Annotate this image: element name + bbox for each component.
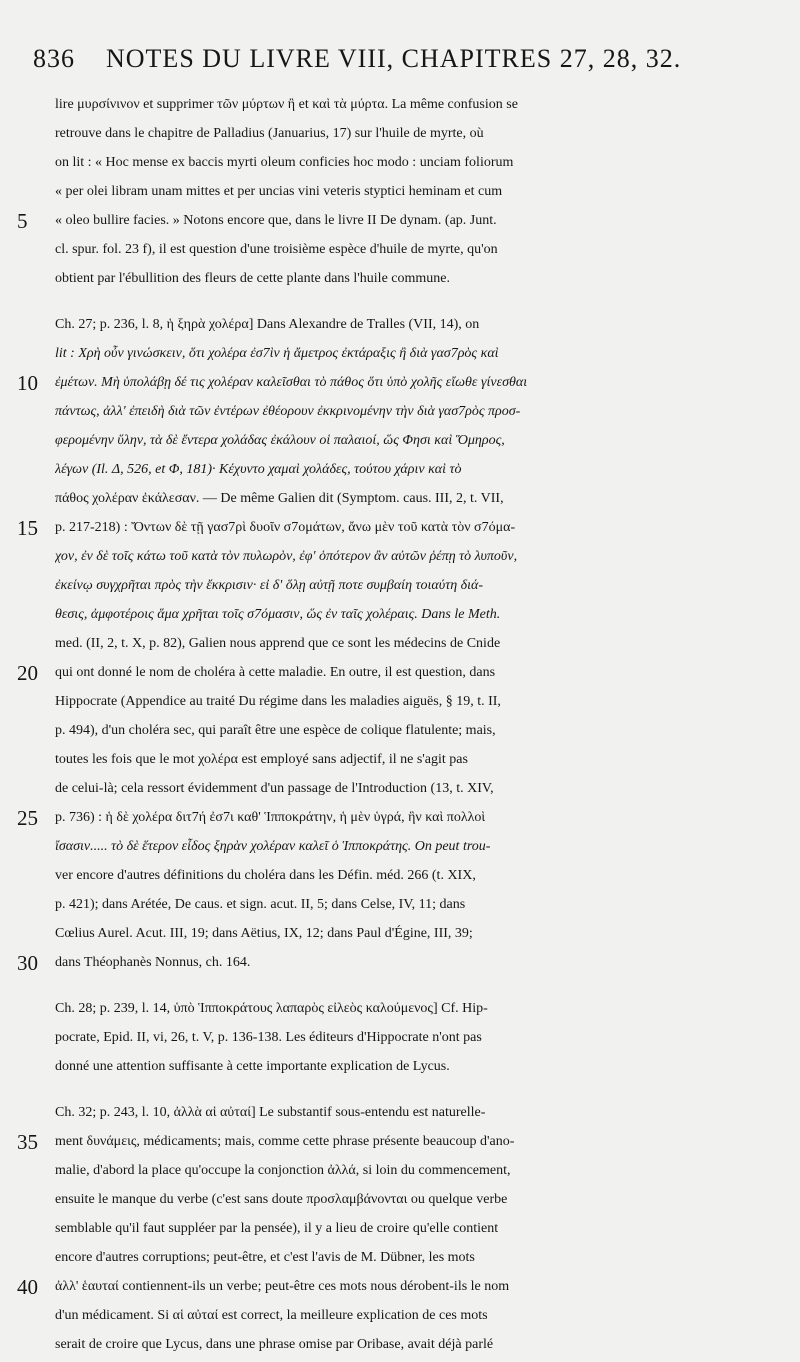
line-number: 5	[17, 209, 28, 233]
text-line: φερομένην ὕλην, τὰ δὲ ἔντερα χολάδας ἐκάλουν οἱ παλαιοί, ὥς Φησι καὶ Ὅμηρος,	[55, 433, 505, 448]
running-title: NOTES DU LIVRE VIII, CHAPITRES 27, 28, 32.	[106, 44, 682, 73]
text-line: dans Théophanès Nonnus, ch. 164.	[55, 955, 251, 970]
text-line: toutes les fois que le mot χολέρα est employé sans adjectif, il ne s'agit pas	[55, 752, 468, 767]
text-line: « oleo bullire facies. » Notons encore que, dans le livre II De dynam. (ap. Junt.	[55, 213, 497, 228]
text-line: pocrate, Epid. II, vi, 26, t. V, p. 136-138. Les éditeurs d'Hippocrate n'ont pas	[55, 1030, 482, 1045]
text-line: encore d'autres corruptions; peut-être, et c'est l'avis de M. Dübner, les mots	[55, 1250, 475, 1265]
text-line: Cœlius Aurel. Acut. III, 19; dans Aëtius, IX, 12; dans Paul d'Égine, III, 39;	[55, 926, 473, 941]
text-line: obtient par l'ébullition des fleurs de cette plante dans l'huile commune.	[55, 271, 450, 286]
line-number: 35	[17, 1130, 38, 1154]
text-line: θεσις, ἀμφοτέροις ἅμα χρῆται τοῖς σ7όμασιν, ὥς ἐν ταῖς χολέραις. Dans le Meth.	[55, 607, 501, 622]
text-line: λέγων (Il. Δ, 526, et Φ, 181)· Κέχυντο χαμαὶ χολάδες, τούτου χάριν καὶ τὸ	[55, 462, 462, 477]
page-number: 836	[33, 44, 75, 73]
text-line: Hippocrate (Appendice au traité Du régime dans les maladies aiguës, § 19, t. II,	[55, 694, 501, 709]
text-line: ἀλλ' ἑαυταί contiennent-ils un verbe; peut-être ces mots nous dérobent-ils le nom	[55, 1279, 510, 1294]
text-line: qui ont donné le nom de choléra à cette maladie. En outre, il est question, dans	[55, 665, 496, 680]
running-header	[33, 44, 773, 84]
text-line: on lit : « Hoc mense ex baccis myrti oleum conficies hoc modo : unciam foliorum	[55, 155, 514, 170]
text-line: cl. spur. fol. 23 f), il est question d'une troisième espèce d'huile de myrte, qu'on	[55, 242, 498, 257]
text-line: πάντως, ἀλλ' ἐπειδὴ διὰ τῶν ἐντέρων ἐθέορουν ἐκκρινομένην τὴν διὰ γασ7ρὸς προσ-	[55, 404, 521, 419]
text-line: lire μυρσίνινον et supprimer τῶν μύρτων ἢ et καὶ τὰ μύρτα. La même confusion se	[55, 97, 518, 112]
text-line: semblable qu'il faut suppléer par la pensée), il y a lieu de croire qu'elle contient	[55, 1221, 499, 1236]
text-line: p. 217-218) : Ὄντων δὲ τῇ γασ7ρὶ δυοῖν σ7ομάτων, ἄνω μὲν τοῦ κατὰ τὸν σ7όμα-	[55, 520, 516, 535]
line-number: 25	[17, 806, 38, 830]
text-line: ἐκείνῳ συγχρῆται πρὸς τὴν ἔκκρισιν· εἰ δ' ὅλῃ αὐτῇ ποτε συμβαίη τοιαύτη διά-	[55, 578, 484, 593]
text-line: ἴσασιν..... τὸ δὲ ἕτερον εἶδος ξηρὰν χολέραν καλεῖ ὁ Ἱπποκράτης. On peut trou-	[55, 839, 491, 854]
line-number: 15	[17, 516, 38, 540]
text-line: πάθος χολέραν ἐκάλεσαν. — De même Galien dit (Symptom. caus. III, 2, t. VII,	[55, 491, 504, 506]
text-line: p. 736) : ἡ δὲ χολέρα διτ7ή ἐσ7ι καθ' Ἱπποκράτην, ἡ μὲν ὑγρά, ἣν καὶ πολλοὶ	[55, 810, 486, 825]
text-line: Ch. 27; p. 236, l. 8, ἡ ξηρὰ χολέρα] Dans Alexandre de Tralles (VII, 14), on	[55, 317, 480, 332]
text-line: lit : Χρὴ οὖν γινώσκειν, ὅτι χολέρα ἐσ7ὶν ἡ ἄμετρος ἐκτάραξις ἢ διὰ γασ7ρὸς καὶ	[55, 346, 499, 361]
text-line: malie, d'abord la place qu'occupe la conjonction ἀλλά, si loin du commencement,	[55, 1163, 511, 1178]
text-line: d'un médicament. Si αἱ αὐταί est correct, la meilleure explication de ces mots	[55, 1308, 488, 1323]
text-line: ensuite le manque du verbe (c'est sans doute προσλαμβάνονται ou quelque verbe	[55, 1192, 508, 1207]
text-line: ἐμέτων. Μὴ ὑπολάβῃ δέ τις χολέραν καλεῖσθαι τὸ πάθος ὅτι ὑπὸ χολῆς εἴωθε γίνεσθαι	[55, 375, 528, 390]
text-line: med. (II, 2, t. X, p. 82), Galien nous apprend que ce sont les médecins de Cnide	[55, 636, 501, 651]
text-line: Ch. 28; p. 239, l. 14, ὑπὸ Ἱπποκράτους λαπαρὸς εἰλεὸς καλούμενος] Cf. Hip-	[55, 1001, 488, 1016]
text-line: ment δυνάμεις, médicaments; mais, comme cette phrase présente beaucoup d'ano-	[55, 1134, 515, 1149]
text-line: p. 494), d'un choléra sec, qui paraît être une espèce de colique flatulente; mais,	[55, 723, 496, 738]
text-line: « per olei libram unam mittes et per uncias vini veteris styptici heminam et cum	[55, 184, 503, 199]
text-line: ver encore d'autres définitions du choléra dans les Défin. méd. 266 (t. XIX,	[55, 868, 476, 883]
text-line: retrouve dans le chapitre de Palladius (Januarius, 17) sur l'huile de myrte, où	[55, 126, 484, 141]
line-number: 10	[17, 371, 38, 395]
line-number: 20	[17, 661, 38, 685]
text-line: χον, ἐν δὲ τοῖς κάτω τοῦ κατὰ τὸν πυλωρὸν, ἐφ' ὁπότερον ἂν αὐτῶν ῥέπῃ τὸ λυποῦν,	[55, 549, 518, 564]
text-line: p. 421); dans Arétée, De caus. et sign. acut. II, 5; dans Celse, IV, 11; dans	[55, 897, 466, 912]
text-line: Ch. 32; p. 243, l. 10, ἀλλὰ αἱ αὐταί] Le substantif sous-entendu est naturelle-	[55, 1105, 486, 1120]
text-line: donné une attention suffisante à cette importante explication de Lycus.	[55, 1059, 450, 1074]
text-line: serait de croire que Lycus, dans une phrase omise par Oribase, avait déjà parlé	[55, 1337, 494, 1352]
line-number: 40	[17, 1275, 38, 1299]
text-line: de celui-là; cela ressort évidemment d'un passage de l'Introduction (13, t. XIV,	[55, 781, 494, 796]
line-number: 30	[17, 951, 38, 975]
